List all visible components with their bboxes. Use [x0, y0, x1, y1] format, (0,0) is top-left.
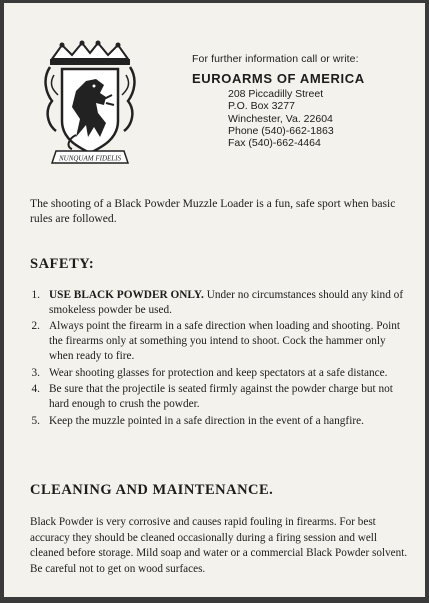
list-item: [24, 382, 412, 411]
contact-lines: [228, 88, 372, 149]
item-text: USE BLACK POWDER ONLY. Under no circumstances should any kind of smokeless powder be used.: [49, 289, 404, 316]
fax-number: Fax (540)-662-4464: [228, 137, 321, 150]
item-number: 2.: [31, 320, 40, 333]
svg-text:NUNQUAM FIDELIS: NUNQUAM FIDELIS: [58, 154, 122, 163]
item-number: 1.: [31, 289, 40, 301]
item-text: Always point the firearm in a safe direction when loading and shooting. Point the firearms only at something you intend to shoot. Cock the hammer only when ready to fire.: [49, 320, 401, 362]
item-text: Keep the muzzle pointed in a safe direction in the event of a hangfire.: [49, 414, 364, 427]
item-number: 5.: [31, 414, 40, 427]
contact-block: [192, 53, 372, 149]
address-po-box: P.O. Box 3277: [228, 100, 295, 113]
lion-crest-logo: [42, 39, 138, 171]
item-number: 3.: [31, 366, 40, 379]
contact-lead: For further information call or write:: [192, 53, 359, 65]
document-page: [4, 3, 425, 597]
item-text: Wear shooting glasses for protection and keep spectators at a safe distance.: [49, 366, 388, 379]
address-city: Winchester, Va. 22604: [228, 112, 333, 125]
list-item: [24, 366, 412, 381]
list-item: [24, 288, 412, 317]
phone-number: Phone (540)-662-1863: [228, 124, 334, 137]
safety-rules-list: [24, 288, 412, 430]
safety-heading: SAFETY:: [30, 256, 95, 272]
item-number: 4.: [31, 383, 40, 396]
cleaning-paragraph: Black Powder is very corrosive and causes rapid fouling in firearms. For best accuracy they should be cleaned occasionally during a firing session and well cleaned before storage. Mild soap and water or a commercial Black Powder solvent. Be careful not to get on wood surfaces.: [30, 516, 408, 575]
intro-paragraph: The shooting of a Black Powder Muzzle Loader is a fun, safe sport when basic rules are followed.: [30, 197, 396, 225]
cleaning-heading: CLEANING AND MAINTENANCE.: [30, 482, 274, 498]
list-item: [24, 319, 412, 363]
item-lead: USE BLACK POWDER ONLY.: [49, 289, 204, 301]
item-text: Be sure that the projectile is seated firmly against the powder charge but not hard enough to crush the powder.: [49, 383, 393, 410]
company-name: EUROARMS OF AMERICA: [192, 71, 365, 86]
address-street: 208 Piccadilly Street: [228, 88, 324, 100]
list-item: [24, 414, 412, 429]
